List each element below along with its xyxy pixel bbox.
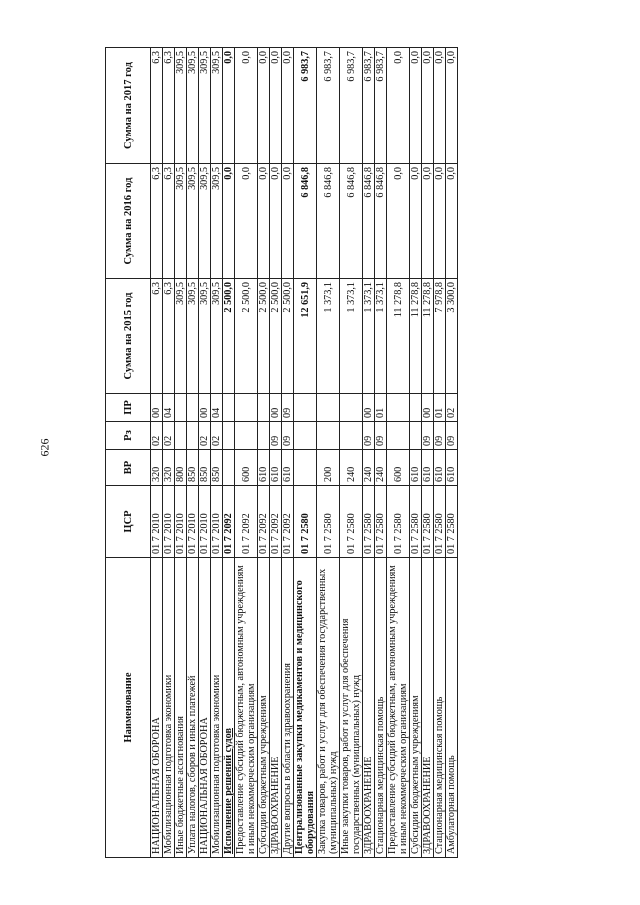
- cell-sum-2016: 6 846,8: [375, 164, 387, 279]
- cell-vr: 610: [446, 450, 458, 486]
- cell-csr: 01 7 2580: [446, 486, 458, 558]
- cell-vr: 610: [434, 450, 446, 486]
- cell-name: Предоставление субсидий бюджетным, автономным учреждениям и иным некоммерческим организациям: [235, 558, 258, 858]
- cell-vr: 200: [317, 450, 340, 486]
- cell-sum-2015: 11 278,8: [422, 279, 434, 394]
- cell-sum-2017: 309,5: [199, 48, 211, 164]
- cell-name: Другие вопросы в области здравоохранения: [282, 558, 294, 858]
- cell-vr: 610: [258, 450, 270, 486]
- cell-csr: 01 7 2092: [282, 486, 294, 558]
- header-pr: ПР: [106, 394, 151, 422]
- cell-csr: 01 7 2580: [434, 486, 446, 558]
- cell-csr: 01 7 2010: [151, 486, 163, 558]
- cell-csr: 01 7 2580: [387, 486, 410, 558]
- table-row: [151, 48, 163, 858]
- cell-pr: [294, 394, 317, 422]
- cell-pr: [258, 394, 270, 422]
- cell-sum-2017: 6 983,7: [294, 48, 317, 164]
- cell-sum-2016: 0,0: [446, 164, 458, 279]
- header-sum-2015: Сумма на 2015 год: [106, 279, 151, 394]
- cell-pr: 00: [270, 394, 282, 422]
- header-row: [106, 48, 151, 858]
- cell-csr: 01 7 2580: [317, 486, 340, 558]
- cell-sum-2017: 6 983,7: [375, 48, 387, 164]
- cell-name: Мобилизационная подготовка экономики: [163, 558, 175, 858]
- cell-vr: 240: [363, 450, 375, 486]
- cell-name: Исполнение решений судов: [223, 558, 235, 858]
- cell-sum-2016: 309,5: [187, 164, 199, 279]
- cell-rz: 02: [211, 422, 223, 450]
- cell-name: Уплата налогов, сборов и иных платежей: [187, 558, 199, 858]
- cell-pr: 09: [282, 394, 294, 422]
- cell-sum-2016: 0,0: [258, 164, 270, 279]
- cell-name: НАЦИОНАЛЬНАЯ ОБОРОНА: [151, 558, 163, 858]
- cell-rz: [294, 422, 317, 450]
- cell-name: Стационарная медицинская помощь: [434, 558, 446, 858]
- cell-csr: 01 7 2010: [199, 486, 211, 558]
- cell-sum-2017: 309,5: [187, 48, 199, 164]
- cell-rz: [410, 422, 422, 450]
- cell-vr: 610: [282, 450, 294, 486]
- cell-sum-2015: 1 373,1: [317, 279, 340, 394]
- cell-name: ЗДРАВООХРАНЕНИЕ: [363, 558, 375, 858]
- cell-sum-2015: 2 500,0: [270, 279, 282, 394]
- cell-name: Иные закупки товаров, работ и услуг для обеспечения государственных (муниципальных) нужд: [340, 558, 363, 858]
- cell-rz: 09: [375, 422, 387, 450]
- cell-csr: 01 7 2580: [422, 486, 434, 558]
- cell-sum-2016: 309,5: [199, 164, 211, 279]
- cell-pr: [317, 394, 340, 422]
- cell-csr: 01 7 2010: [187, 486, 199, 558]
- table-row: [434, 48, 446, 858]
- cell-pr: [187, 394, 199, 422]
- cell-sum-2015: 1 373,1: [340, 279, 363, 394]
- cell-sum-2017: 0,0: [258, 48, 270, 164]
- cell-pr: 00: [422, 394, 434, 422]
- cell-sum-2015: 6,3: [151, 279, 163, 394]
- cell-vr: [223, 450, 235, 486]
- cell-sum-2016: 0,0: [410, 164, 422, 279]
- cell-sum-2016: 6 846,8: [363, 164, 375, 279]
- cell-rz: 02: [151, 422, 163, 450]
- page-number: 626: [37, 438, 52, 457]
- table-row: [258, 48, 270, 858]
- cell-vr: 320: [163, 450, 175, 486]
- cell-csr: 01 7 2010: [211, 486, 223, 558]
- cell-sum-2015: 3 300,0: [446, 279, 458, 394]
- table-row: [175, 48, 187, 858]
- cell-sum-2017: 309,5: [175, 48, 187, 164]
- header-name: Наименование: [106, 558, 151, 858]
- cell-sum-2017: 6 983,7: [317, 48, 340, 164]
- cell-sum-2016: 0,0: [270, 164, 282, 279]
- cell-rz: 09: [270, 422, 282, 450]
- cell-pr: 04: [163, 394, 175, 422]
- cell-rz: 09: [282, 422, 294, 450]
- cell-pr: 00: [199, 394, 211, 422]
- cell-pr: [175, 394, 187, 422]
- cell-name: НАЦИОНАЛЬНАЯ ОБОРОНА: [199, 558, 211, 858]
- cell-sum-2016: 6,3: [163, 164, 175, 279]
- cell-rz: [317, 422, 340, 450]
- cell-rz: [235, 422, 258, 450]
- cell-pr: [223, 394, 235, 422]
- table-row: [446, 48, 458, 858]
- cell-name: Субсидии бюджетным учреждениям: [410, 558, 422, 858]
- cell-sum-2015: 12 651,9: [294, 279, 317, 394]
- cell-name: Мобилизационная подготовка экономики: [211, 558, 223, 858]
- cell-sum-2015: 6,3: [163, 279, 175, 394]
- cell-sum-2017: 309,5: [211, 48, 223, 164]
- rotated-table-wrapper: [105, 48, 535, 858]
- budget-table: [105, 47, 458, 858]
- cell-sum-2016: 6 846,8: [340, 164, 363, 279]
- cell-sum-2016: 0,0: [387, 164, 410, 279]
- cell-csr: 01 7 2580: [294, 486, 317, 558]
- cell-sum-2017: 0,0: [270, 48, 282, 164]
- cell-sum-2017: 0,0: [410, 48, 422, 164]
- table-row: [223, 48, 235, 858]
- cell-rz: [175, 422, 187, 450]
- table-row: [375, 48, 387, 858]
- cell-vr: 850: [187, 450, 199, 486]
- header-csr: ЦСР: [106, 486, 151, 558]
- cell-name: ЗДРАВООХРАНЕНИЕ: [422, 558, 434, 858]
- cell-sum-2017: 0,0: [422, 48, 434, 164]
- cell-sum-2015: 2 500,0: [282, 279, 294, 394]
- cell-sum-2016: 6 846,8: [294, 164, 317, 279]
- cell-vr: [294, 450, 317, 486]
- cell-csr: 01 7 2580: [363, 486, 375, 558]
- cell-rz: [340, 422, 363, 450]
- cell-rz: [223, 422, 235, 450]
- table-row: [235, 48, 258, 858]
- table-row: [282, 48, 294, 858]
- cell-rz: 02: [163, 422, 175, 450]
- cell-sum-2017: 0,0: [282, 48, 294, 164]
- cell-rz: [187, 422, 199, 450]
- cell-vr: 850: [211, 450, 223, 486]
- cell-vr: 850: [199, 450, 211, 486]
- cell-name: ЗДРАВООХРАНЕНИЕ: [270, 558, 282, 858]
- cell-sum-2017: 0,0: [387, 48, 410, 164]
- cell-pr: 04: [211, 394, 223, 422]
- table-body: [151, 48, 458, 858]
- header-rz: Рз: [106, 422, 151, 450]
- cell-sum-2016: 0,0: [282, 164, 294, 279]
- cell-pr: [387, 394, 410, 422]
- cell-vr: 610: [422, 450, 434, 486]
- cell-sum-2016: 0,0: [422, 164, 434, 279]
- table-row: [211, 48, 223, 858]
- table-row: [422, 48, 434, 858]
- cell-pr: 02: [446, 394, 458, 422]
- cell-sum-2015: 1 373,1: [375, 279, 387, 394]
- cell-rz: 09: [446, 422, 458, 450]
- cell-pr: [410, 394, 422, 422]
- cell-rz: 02: [199, 422, 211, 450]
- cell-sum-2017: 0,0: [434, 48, 446, 164]
- cell-sum-2015: 309,5: [211, 279, 223, 394]
- cell-pr: 01: [375, 394, 387, 422]
- cell-name: Централизованные закупки медикаментов и медицинского оборудования: [294, 558, 317, 858]
- cell-sum-2017: 0,0: [223, 48, 235, 164]
- cell-sum-2015: 309,5: [187, 279, 199, 394]
- cell-sum-2016: 309,5: [211, 164, 223, 279]
- cell-sum-2015: 7 978,8: [434, 279, 446, 394]
- table-row: [363, 48, 375, 858]
- cell-sum-2017: 0,0: [235, 48, 258, 164]
- cell-vr: 800: [175, 450, 187, 486]
- cell-sum-2015: 309,5: [175, 279, 187, 394]
- cell-sum-2015: 309,5: [199, 279, 211, 394]
- cell-sum-2015: 2 500,0: [235, 279, 258, 394]
- cell-sum-2015: 11 278,8: [387, 279, 410, 394]
- cell-rz: [387, 422, 410, 450]
- cell-vr: 600: [387, 450, 410, 486]
- cell-sum-2016: 309,5: [175, 164, 187, 279]
- cell-csr: 01 7 2010: [163, 486, 175, 558]
- cell-sum-2017: 6,3: [151, 48, 163, 164]
- cell-sum-2015: 2 500,0: [258, 279, 270, 394]
- cell-sum-2016: 6 846,8: [317, 164, 340, 279]
- cell-vr: 240: [340, 450, 363, 486]
- cell-name: Предоставление субсидий бюджетным, автономным учреждениям и иным некоммерческим организациям: [387, 558, 410, 858]
- cell-rz: 09: [363, 422, 375, 450]
- cell-sum-2015: 1 373,1: [363, 279, 375, 394]
- cell-name: Иные бюджетные ассигнования: [175, 558, 187, 858]
- cell-sum-2015: 2 500,0: [223, 279, 235, 394]
- cell-vr: 240: [375, 450, 387, 486]
- cell-csr: 01 7 2092: [235, 486, 258, 558]
- cell-sum-2016: 0,0: [235, 164, 258, 279]
- cell-vr: 610: [270, 450, 282, 486]
- cell-pr: [340, 394, 363, 422]
- cell-sum-2017: 6 983,7: [340, 48, 363, 164]
- cell-rz: 09: [422, 422, 434, 450]
- cell-sum-2017: 6,3: [163, 48, 175, 164]
- header-vr: ВР: [106, 450, 151, 486]
- cell-name: Субсидии бюджетным учреждениям: [258, 558, 270, 858]
- table-row: [294, 48, 317, 858]
- cell-vr: 600: [235, 450, 258, 486]
- cell-csr: 01 7 2092: [223, 486, 235, 558]
- cell-pr: [235, 394, 258, 422]
- cell-csr: 01 7 2580: [340, 486, 363, 558]
- table-row: [163, 48, 175, 858]
- cell-csr: 01 7 2092: [270, 486, 282, 558]
- cell-sum-2016: 0,0: [434, 164, 446, 279]
- cell-pr: 01: [434, 394, 446, 422]
- table-row: [387, 48, 410, 858]
- table-row: [317, 48, 340, 858]
- table-row: [199, 48, 211, 858]
- table-row: [270, 48, 282, 858]
- header-sum-2016: Сумма на 2016 год: [106, 164, 151, 279]
- cell-rz: [258, 422, 270, 450]
- cell-csr: 01 7 2580: [410, 486, 422, 558]
- cell-csr: 01 7 2010: [175, 486, 187, 558]
- table-row: [187, 48, 199, 858]
- cell-pr: 00: [363, 394, 375, 422]
- cell-rz: 09: [434, 422, 446, 450]
- cell-name: Стационарная медицинская помощь: [375, 558, 387, 858]
- table-row: [340, 48, 363, 858]
- cell-sum-2015: 11 278,8: [410, 279, 422, 394]
- cell-name: Амбулаторная помощь: [446, 558, 458, 858]
- cell-sum-2016: 0,0: [223, 164, 235, 279]
- cell-vr: 610: [410, 450, 422, 486]
- cell-csr: 01 7 2580: [375, 486, 387, 558]
- cell-sum-2017: 0,0: [446, 48, 458, 164]
- cell-name: Закупка товаров, работ и услуг для обеспечения государственных (муниципальных) нужд: [317, 558, 340, 858]
- cell-sum-2017: 6 983,7: [363, 48, 375, 164]
- table-row: [410, 48, 422, 858]
- cell-sum-2016: 6,3: [151, 164, 163, 279]
- cell-vr: 320: [151, 450, 163, 486]
- cell-pr: 00: [151, 394, 163, 422]
- cell-csr: 01 7 2092: [258, 486, 270, 558]
- header-sum-2017: Сумма на 2017 год: [106, 48, 151, 164]
